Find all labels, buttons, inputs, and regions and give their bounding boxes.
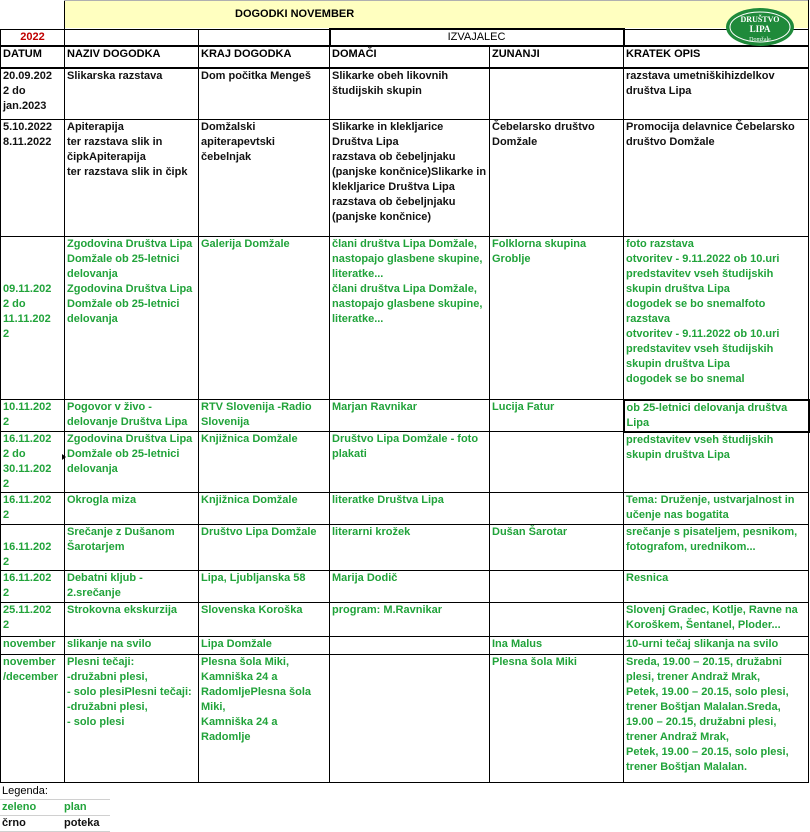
- table-cell: Lucija Fatur: [490, 400, 624, 432]
- table-cell: Galerija Domžale: [199, 237, 330, 400]
- column-header: DATUM: [1, 46, 65, 68]
- table-cell: [490, 571, 624, 603]
- table-cell: Društvo Lipa Domžale: [199, 525, 330, 571]
- logo-line-1: DRUŠTVO: [740, 15, 780, 24]
- table-cell: 16.11.202 2: [1, 493, 65, 525]
- table-cell: Sreda, 19.00 – 20.15, družabni plesi, trener Andraž Mrak, Petek, 19.00 – 20.15, solo plesi, trener Boštjan Malalan.Sreda, 19.00 – 20.15, družabni plesi, trener Andraž Mrak, Petek, 19.00 – 20.15, solo plesi, trener Boštjan Malalan.: [624, 655, 809, 783]
- table-cell: Knjižnica Domžale: [199, 493, 330, 525]
- table-cell: Lipa, Ljubljanska 58: [199, 571, 330, 603]
- table-row: [1, 400, 809, 432]
- legend-key: zeleno: [2, 801, 37, 813]
- table-cell: literarni krožek: [330, 525, 490, 571]
- table-cell: predstavitev vseh študijskih skupin društva Lipa: [624, 432, 809, 493]
- table-cell: 16.11.202 2: [1, 571, 65, 603]
- column-header: KRATEK OPIS: [624, 46, 809, 68]
- table-cell: Slikarska razstava: [65, 68, 199, 120]
- table-cell: slikanje na svilo: [65, 637, 199, 655]
- table-cell: Okrogla miza: [65, 493, 199, 525]
- table-cell: [490, 493, 624, 525]
- table-cell: razstava umetniškihizdelkov društva Lipa: [624, 68, 809, 120]
- table-cell: Slovenj Gradec, Kotlje, Ravne na Koroškem, Šentanel, Ploder...: [624, 603, 809, 637]
- table-cell: Resnica: [624, 571, 809, 603]
- table-cell: Plesni tečaji: -družabni plesi, - solo plesiPlesni tečaji: -družabni plesi, - solo plesi: [65, 655, 199, 783]
- table-row: [1, 432, 809, 493]
- table-cell: Marjan Ravnikar: [330, 400, 490, 432]
- legend-value: plan: [64, 801, 87, 813]
- table-cell: Plesna šola Miki, Kamniška 24 a RadomljePlesna šola Miki, Kamniška 24 a Radomlje: [199, 655, 330, 783]
- performer-group-header: IZVAJALEC: [330, 29, 624, 46]
- table-cell: 5.10.2022 8.11.2022: [1, 120, 65, 237]
- table-cell: Slovenska Koroška: [199, 603, 330, 637]
- table-cell: Knjižnica Domžale: [199, 432, 330, 493]
- table-cell: Plesna šola Miki: [490, 655, 624, 783]
- table-row: [1, 120, 809, 237]
- column-header: ZUNANJI: [490, 46, 624, 68]
- table-cell: Domžalski apiterapevtski čebelnjak: [199, 120, 330, 237]
- table-cell: Debatni kljub - 2.srečanje: [65, 571, 199, 603]
- year-label: 2022: [1, 29, 65, 46]
- table-cell: 16.11.202 2 do 30.11.202 2: [1, 432, 65, 493]
- blank-cell: [65, 29, 199, 46]
- table-row: [1, 525, 809, 571]
- table-cell: foto razstava otvoritev - 9.11.2022 ob 10.uri predstavitev vseh študijskih skupin društva Lipa dogodek se bo snemalfoto razstava otvoritev - 9.11.2022 ob 10.uri predstavitev vseh študijskih skupin društva Lipa dogodek se bo snemal: [624, 237, 809, 400]
- table-row: [1, 237, 809, 400]
- table-cell: RTV Slovenija -Radio Slovenija: [199, 400, 330, 432]
- logo-line-3: Domžale: [749, 37, 771, 43]
- table-cell: člani društva Lipa Domžale, nastopajo glasbene skupine, literatke... člani društva Lipa Domžale, nastopajo glasbene skupine, literatke...: [330, 237, 490, 400]
- table-cell: srečanje s pisateljem, pesnikom, fotografom, urednikom...: [624, 525, 809, 571]
- table-cell: Dušan Šarotar: [490, 525, 624, 571]
- table-cell: Apiterapija ter razstava slik in čipkApiterapija ter razstava slik in čipk: [65, 120, 199, 237]
- table-cell: Dom počitka Mengeš: [199, 68, 330, 120]
- row-marker-icon: [62, 454, 66, 460]
- legend-item-plan: [0, 800, 110, 816]
- table-cell: Zgodovina Društva Lipa Domžale ob 25-letnici delovanja: [65, 432, 199, 493]
- table-cell: Ina Malus: [490, 637, 624, 655]
- logo-line-2: LIPA: [749, 24, 771, 34]
- table-cell: Lipa Domžale: [199, 637, 330, 655]
- table-cell: Strokovna ekskurzija: [65, 603, 199, 637]
- table-cell: Čebelarsko društvo Domžale: [490, 120, 624, 237]
- table-cell: Tema: Druženje, ustvarjalnost in učenje nas bogatita: [624, 493, 809, 525]
- table-cell: Slikarke obeh likovnih študijskih skupin: [330, 68, 490, 120]
- table-cell: Društvo Lipa Domžale - foto plakati: [330, 432, 490, 493]
- table-row: [1, 68, 809, 120]
- table-cell: Zgodovina Društva Lipa Domžale ob 25-letnici delovanja Zgodovina Društva Lipa Domžale ob 25-letnici delovanja: [65, 237, 199, 400]
- table-cell: [490, 68, 624, 120]
- table-cell: november: [1, 637, 65, 655]
- table-cell: 10.11.202 2: [1, 400, 65, 432]
- table-cell: Pogovor v živo - delovanje Društva Lipa: [65, 400, 199, 432]
- table-row: [1, 655, 809, 783]
- table-cell: [490, 432, 624, 493]
- legend-value: poteka: [64, 817, 100, 829]
- table-cell: 20.09.202 2 do jan.2023: [1, 68, 65, 120]
- column-header: DOMAČI: [330, 46, 490, 68]
- legend: [0, 784, 110, 832]
- legend-key: črno: [2, 817, 26, 829]
- table-cell: [330, 655, 490, 783]
- table-cell: Marija Dodič: [330, 571, 490, 603]
- column-header: KRAJ DOGODKA: [199, 46, 330, 68]
- table-row: [1, 603, 809, 637]
- legend-title: Legenda:: [0, 784, 110, 800]
- table-cell: Slikarke in klekljarice Društva Lipa razstava ob čebeljnjaku (panjske končnice)Slikarke in klekljarice Društva Lipa razstava ob čebeljnjaku (panjske končnice): [330, 120, 490, 237]
- table-row: [1, 493, 809, 525]
- lipa-logo: [724, 6, 796, 48]
- table-cell: 09.11.202 2 do 11.11.202 2: [1, 237, 65, 400]
- table-cell: literatke Društva Lipa: [330, 493, 490, 525]
- table-cell: [490, 603, 624, 637]
- column-header: NAZIV DOGODKA: [65, 46, 199, 68]
- table-cell: Folklorna skupina Groblje: [490, 237, 624, 400]
- table-cell: november /december: [1, 655, 65, 783]
- blank-cell: [1, 1, 65, 30]
- table-cell: Srečanje z Dušanom Šarotarjem: [65, 525, 199, 571]
- table-row: [1, 637, 809, 655]
- page-title: DOGODKI NOVEMBER: [65, 1, 809, 30]
- table-cell: 10-urni tečaj slikanja na svilo: [624, 637, 809, 655]
- table-cell: 25.11.202 2: [1, 603, 65, 637]
- table-cell: ob 25-letnici delovanja društva Lipa: [624, 400, 809, 432]
- blank-cell: [199, 29, 330, 46]
- legend-item-in-progress: [0, 816, 110, 832]
- table-cell: program: M.Ravnikar: [330, 603, 490, 637]
- table-row: [1, 571, 809, 603]
- table-cell: [330, 637, 490, 655]
- table-cell: Promocija delavnice Čebelarsko društvo Domžale: [624, 120, 809, 237]
- table-cell: 16.11.202 2: [1, 525, 65, 571]
